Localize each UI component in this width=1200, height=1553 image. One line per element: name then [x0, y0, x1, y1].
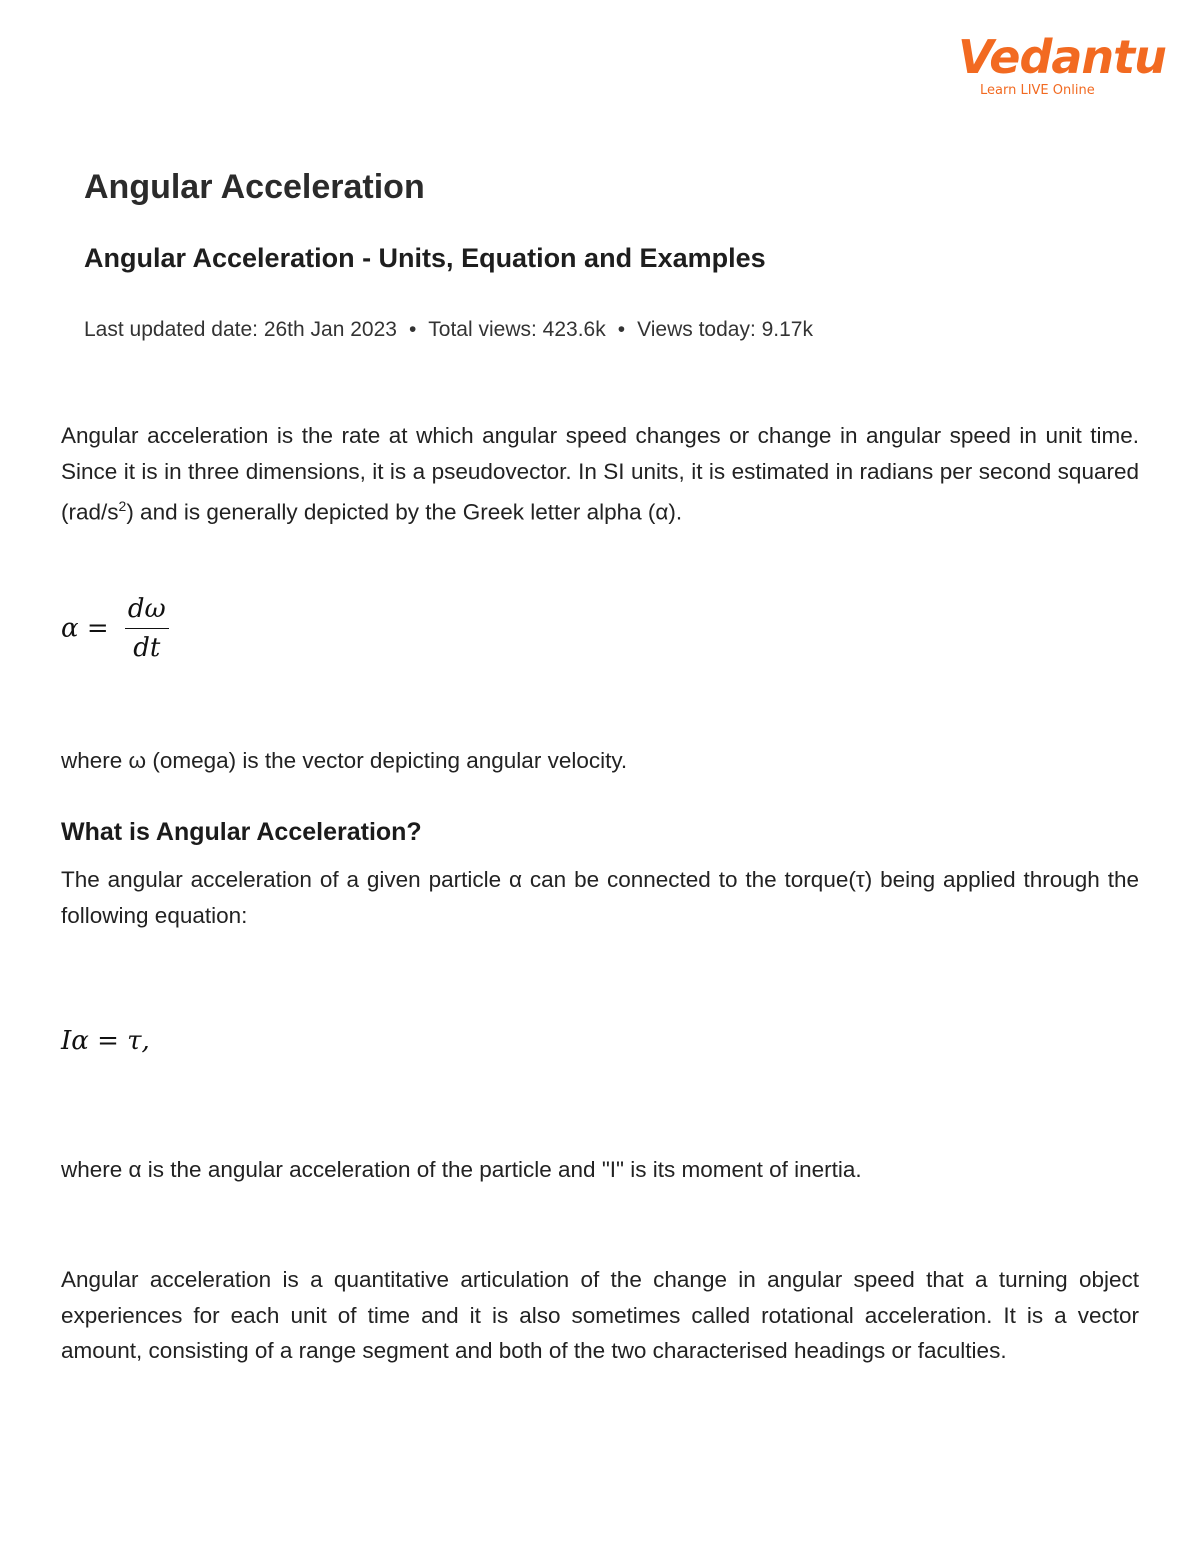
- meta-separator: •: [408, 318, 417, 341]
- meta-separator: •: [617, 318, 626, 341]
- intro-text-2: ) and is generally depicted by the Greek letter alpha (α).: [126, 499, 683, 525]
- article-meta: [84, 318, 813, 342]
- omega-note: where ω (omega) is the vector depicting angular velocity.: [61, 748, 628, 773]
- views-today: Views today: 9.17k: [637, 318, 813, 341]
- last-updated: Last updated date: 26th Jan 2023: [84, 318, 397, 341]
- angular-acceleration-equation: [61, 594, 169, 663]
- vedantu-logo[interactable]: [958, 30, 1166, 98]
- torque-equation: Iα = τ,: [61, 1026, 150, 1056]
- fraction-denominator: dt: [133, 633, 161, 663]
- page-subtitle: Angular Acceleration - Units, Equation and Examples: [84, 243, 766, 273]
- inertia-note: where α is the angular acceleration of the particle and "I" is its moment of inertia.: [61, 1157, 862, 1182]
- intro-paragraph: [61, 418, 1139, 530]
- total-views: Total views: 423.6k: [428, 318, 606, 341]
- page-title: Angular Acceleration: [84, 168, 425, 206]
- equation-fraction: [125, 594, 169, 663]
- torque-intro-paragraph: The angular acceleration of a given particle α can be connected to the torque(τ) being applied through the following equation:: [61, 867, 1139, 928]
- intro-text-1: Angular acceleration is the rate at which angular speed changes or change in angular speed in unit time. Since it is in three dimensions, it is a pseudovector. In SI units, it is estimated in radians per second squared (rad/s: [61, 423, 1139, 525]
- logo-tagline: Learn LIVE Online: [980, 83, 1095, 98]
- closing-paragraph: Angular acceleration is a quantitative articulation of the change in angular speed that a turning object experiences for each unit of time and it is also sometimes called rotational acceleration. It is a vector amount, consisting of a range segment and both of the two characterised headings or faculties.: [61, 1267, 1139, 1363]
- fraction-numerator: dω: [125, 594, 169, 629]
- equation-lhs: α =: [61, 613, 109, 644]
- intro-superscript: 2: [118, 498, 127, 514]
- section-heading: What is Angular Acceleration?: [61, 818, 422, 846]
- logo-wordmark: Vedantu: [958, 30, 1166, 84]
